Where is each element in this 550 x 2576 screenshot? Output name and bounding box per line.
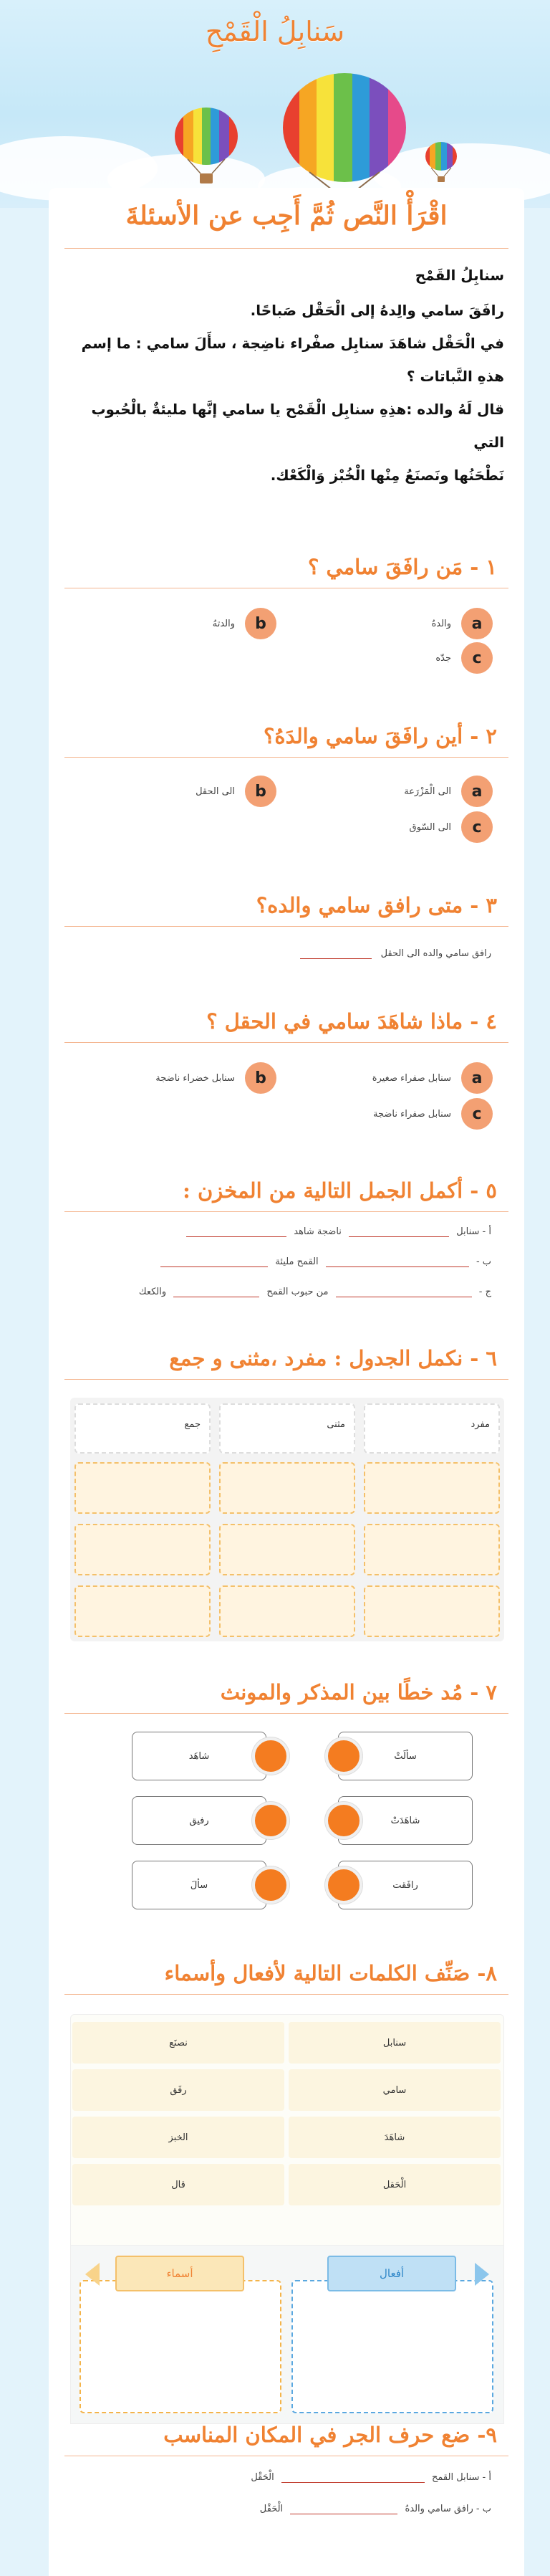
question-2-title: ۲ - أين رافَقَ سامي والدَهُ؟ <box>264 724 497 748</box>
passage-heading: سنابِلُ القَمْح <box>415 267 504 284</box>
divider <box>64 757 508 758</box>
classification-buckets <box>70 2245 504 2424</box>
answer-blank[interactable] <box>300 946 372 959</box>
question-3-title: ۳ - متى رافق سامي والده؟ <box>256 893 497 917</box>
word-card[interactable]: الخبز <box>72 2117 284 2158</box>
match-dot[interactable] <box>252 1802 289 1839</box>
q4-option-c[interactable] <box>373 1098 493 1130</box>
table-frame <box>70 1398 504 1641</box>
passage-line: رافَقَ سامي والِدهُ إلى الْحَقْل صَباحًا. <box>250 302 504 319</box>
q5-sentence-1 <box>186 1224 491 1237</box>
sentence-prefix: ب - <box>476 1256 491 1267</box>
sentence-word: الْحَقْل <box>251 2472 274 2483</box>
answer-blank[interactable] <box>160 1254 268 1267</box>
q4-option-b[interactable] <box>155 1062 276 1094</box>
main-title: اقْرَأْ النَّص ثُمَّ أَجِب عن الأسئلةَ <box>125 201 448 231</box>
passage-line: نَطْحَنُها ونَصنَعُ مِنْها الْخُبْز وَالْكَعْك. <box>270 467 504 484</box>
divider <box>64 926 508 927</box>
match-item-masculine[interactable]: سألَ <box>132 1861 266 1909</box>
balloon-right-icon <box>424 140 458 185</box>
bucket-verbs[interactable] <box>291 2280 493 2413</box>
word-card[interactable]: سنابل <box>289 2022 501 2064</box>
word-card[interactable]: الْحَقل <box>289 2164 501 2205</box>
reading-passage <box>74 267 504 492</box>
option-badge: c <box>461 811 493 843</box>
table-cell[interactable] <box>74 1462 211 1514</box>
table-cell[interactable] <box>219 1462 355 1514</box>
match-item-feminine[interactable]: رافَقت <box>338 1861 473 1909</box>
sentence-prefix: ج - <box>478 1287 491 1297</box>
table-cell[interactable] <box>364 1585 500 1637</box>
q9-sentence-2 <box>260 2501 491 2514</box>
question-4-title: ٤ - ماذا شاهَدَ سامي في الحقل ؟ <box>206 1009 497 1034</box>
q2-option-a[interactable] <box>404 776 493 807</box>
q4-option-a[interactable] <box>372 1062 493 1094</box>
divider <box>64 1379 508 1380</box>
option-text: الى السّوق <box>409 821 451 833</box>
table-cell[interactable] <box>364 1524 500 1575</box>
match-item-feminine[interactable]: سألَتْ <box>338 1732 473 1780</box>
option-badge: a <box>461 776 493 807</box>
sentence-prefix: ب - رافق سامي والدهُ <box>405 2504 491 2514</box>
option-badge: c <box>461 642 493 674</box>
word-card[interactable]: نصنَع <box>72 2022 284 2064</box>
word-bank <box>70 2014 504 2258</box>
q5-sentence-2 <box>160 1254 491 1267</box>
table-cell[interactable] <box>74 1524 211 1575</box>
answer-blank[interactable] <box>186 1224 286 1237</box>
question-7-title: ٧ - مُد خطًا بين المذكر والمونث <box>220 1680 497 1704</box>
match-dot[interactable] <box>252 1737 289 1775</box>
sentence-word: القمح مليئة <box>275 1256 319 1267</box>
option-badge: a <box>461 608 493 639</box>
sentence-text: رافق سامي والده الى الحقل <box>380 948 491 959</box>
answer-blank[interactable] <box>336 1284 472 1297</box>
table-cell[interactable] <box>219 1524 355 1575</box>
q3-sentence <box>300 946 491 959</box>
question-8-title: ٨- صَنِّف الكلمات التالية لأفعال وأسماء <box>164 1961 497 1985</box>
answer-blank[interactable] <box>281 2470 425 2483</box>
table-cell[interactable] <box>74 1585 211 1637</box>
match-dot[interactable] <box>325 1866 362 1904</box>
answer-blank[interactable] <box>326 1254 469 1267</box>
site-title: سَنابِلُ الْقَمْحِ <box>205 16 345 47</box>
answer-blank[interactable] <box>173 1284 259 1297</box>
ribbon-tail <box>475 2263 489 2286</box>
word-card[interactable]: قال <box>72 2164 284 2205</box>
option-badge: c <box>461 1098 493 1130</box>
q1-option-a[interactable] <box>432 608 493 639</box>
worksheet-card <box>49 188 524 2576</box>
divider <box>64 1042 508 1043</box>
option-text: والدهُ <box>431 618 451 629</box>
option-badge: b <box>245 1062 276 1094</box>
passage-line: قال لَهُ والده :هذِهِ سنابِل الْقَمْح يا سامي إنَّها مليئةٌ بالْحُبوب التي <box>91 401 504 451</box>
ribbon-tail <box>85 2263 100 2286</box>
bucket-nouns[interactable] <box>79 2280 281 2413</box>
q2-option-b[interactable] <box>196 776 276 807</box>
q1-option-b[interactable] <box>213 608 276 639</box>
option-text: جدّه <box>435 652 451 664</box>
option-text: والدتهُ <box>212 618 235 629</box>
match-dot[interactable] <box>325 1802 362 1839</box>
passage-line: هذهِ النَّباتات ؟ <box>406 368 504 385</box>
bucket-nouns-label: أسماء <box>115 2256 244 2291</box>
sentence-word: الْحَقْل <box>259 2504 284 2514</box>
balloon-left-icon <box>173 106 239 186</box>
match-item-feminine[interactable]: شاهَدَتْ <box>338 1796 473 1845</box>
sentence-word: من حبوب القمح <box>266 1287 329 1297</box>
option-badge: a <box>461 1062 493 1094</box>
option-text: سنابل خضراء ناضجة <box>155 1072 235 1084</box>
option-text: سنابل صفراء صغيرة <box>372 1072 451 1084</box>
answer-blank[interactable] <box>290 2501 397 2514</box>
word-card[interactable]: سامي <box>289 2069 501 2111</box>
sentence-prefix: أ - سنابل القمح <box>432 2472 491 2483</box>
option-badge: b <box>245 776 276 807</box>
q5-sentence-3 <box>139 1284 491 1297</box>
table-cell[interactable] <box>364 1462 500 1514</box>
question-5-title: ٥ - أكمل الجمل التالية من المخزن : <box>183 1178 497 1203</box>
sentence-word: والكعك <box>138 1287 167 1297</box>
match-item-masculine[interactable]: شاهَد <box>132 1732 266 1780</box>
word-card[interactable]: رفَق <box>72 2069 284 2111</box>
table-header-singular: مفرد <box>364 1403 500 1454</box>
option-text: سنابل صفراء ناضجة <box>373 1108 451 1120</box>
question-6-title: ٦ - نكمل الجدول : مفرد ،مثنى و جمع <box>169 1346 497 1370</box>
match-dot[interactable] <box>325 1737 362 1775</box>
table-header-plural: جمع <box>74 1403 211 1454</box>
match-item-masculine[interactable]: رفيق <box>132 1796 266 1845</box>
option-badge: b <box>245 608 276 639</box>
q2-option-c[interactable] <box>409 811 493 843</box>
divider <box>64 1713 508 1714</box>
table-cell[interactable] <box>219 1585 355 1637</box>
option-text: الى الحقل <box>196 786 235 797</box>
header-banner <box>0 0 550 208</box>
bucket-verbs-label: أفعال <box>327 2256 456 2291</box>
option-text: الى الْمَزْرَعة <box>404 786 451 797</box>
passage-line: في الْحَقْل شاهَدَ سنابِل صفْراء ناضِجة ، سأَلَ سامي : ما إسم <box>81 335 504 352</box>
question-9-title: ٩- ضع حرف الجر في المكان المناسب <box>163 2423 497 2447</box>
question-1-title: ۱ - مَن رافَقَ سامي ؟ <box>307 555 497 579</box>
q9-sentence-1 <box>251 2470 491 2483</box>
divider <box>64 1211 508 1212</box>
divider <box>64 248 508 249</box>
plural-table <box>49 1398 524 1641</box>
word-card[interactable]: شاهَدَ <box>289 2117 501 2158</box>
sentence-prefix: أ - سنابل <box>456 1226 491 1237</box>
sentence-word: ناضجة شاهد <box>294 1226 342 1237</box>
match-dot[interactable] <box>252 1866 289 1904</box>
table-header-dual: مثنى <box>219 1403 355 1454</box>
q1-option-c[interactable] <box>435 642 493 674</box>
divider <box>64 1994 508 1995</box>
answer-blank[interactable] <box>349 1224 449 1237</box>
